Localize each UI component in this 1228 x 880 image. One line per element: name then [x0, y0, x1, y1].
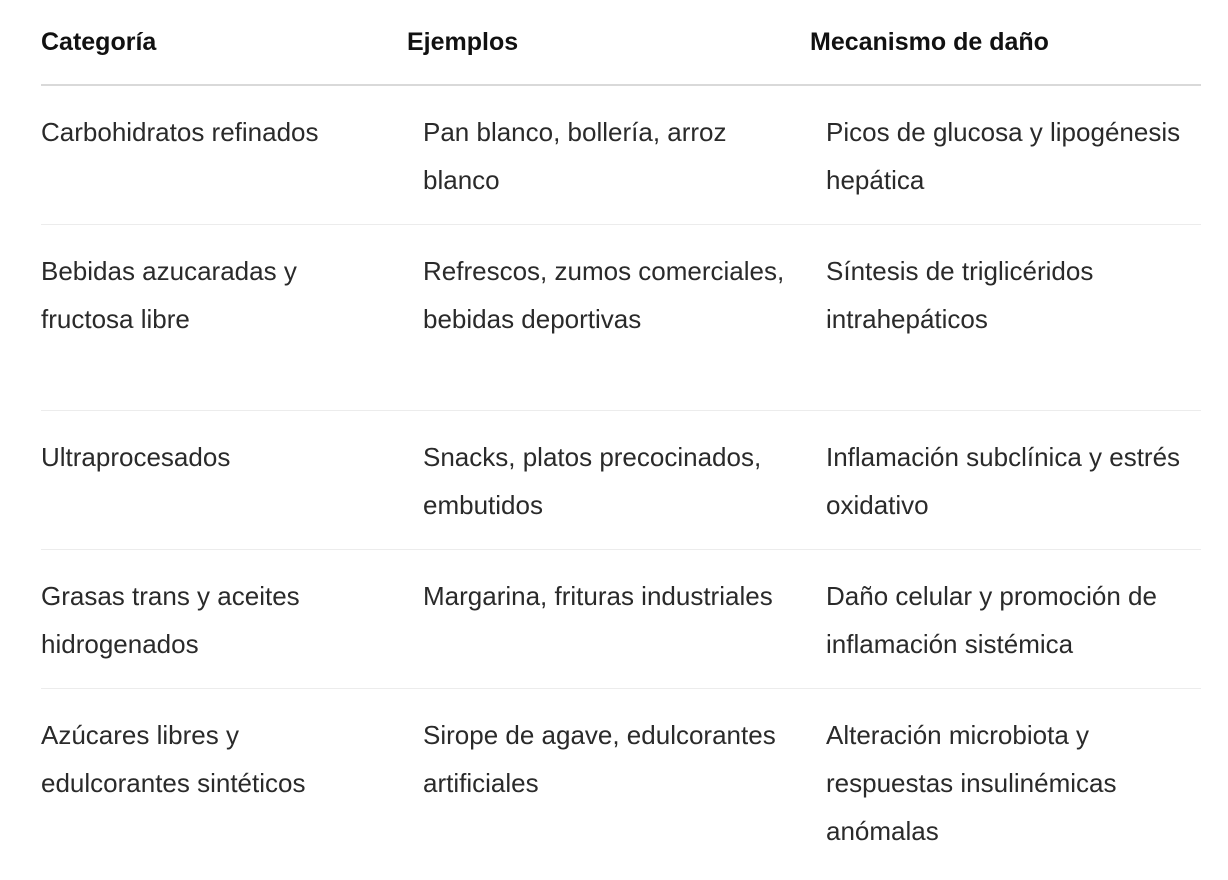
cell-ejemplos: Refrescos, zumos comerciales, bebidas deportivas — [407, 225, 810, 411]
cell-categoria: Ultraprocesados — [41, 411, 407, 550]
header-mecanismo: Mecanismo de daño — [810, 0, 1201, 85]
cell-mecanismo: Síntesis de triglicéridos intrahepáticos — [810, 225, 1201, 411]
table-row — [41, 225, 1201, 411]
cell-mecanismo: Inflamación subclínica y estrés oxidativo — [810, 411, 1201, 550]
cell-mecanismo: Daño celular y promoción de inflamación sistémica — [810, 550, 1201, 689]
table-row — [41, 689, 1201, 876]
cell-categoria: Carbohidratos refinados — [41, 85, 407, 225]
cell-categoria: Azúcares libres y edulcorantes sintéticos — [41, 720, 306, 798]
header-row — [41, 0, 1201, 85]
header-ejemplos: Ejemplos — [407, 0, 810, 85]
cell-ejemplos: Sirope de agave, edulcorantes artificiales — [423, 720, 776, 798]
cell-categoria: Bebidas azucaradas y fructosa libre — [41, 225, 407, 411]
table-row — [41, 85, 1201, 225]
cell-mecanismo: Picos de glucosa y lipogénesis hepática — [810, 85, 1201, 225]
header-categoria: Categoría — [41, 0, 407, 85]
cell-mecanismo: Alteración microbiota y respuestas insulinémicas anómalas — [826, 720, 1117, 846]
table-row — [41, 411, 1201, 550]
cell-categoria: Grasas trans y aceites hidrogenados — [41, 550, 407, 689]
table-row — [41, 550, 1201, 689]
cell-ejemplos: Margarina, frituras industriales — [407, 550, 810, 689]
cell-ejemplos: Pan blanco, bollería, arroz blanco — [407, 85, 810, 225]
cell-ejemplos: Snacks, platos precocinados, embutidos — [407, 411, 810, 550]
content-table-container — [41, 0, 1201, 875]
food-damage-table — [41, 0, 1201, 875]
table-body — [41, 85, 1201, 875]
table-header — [41, 0, 1201, 85]
